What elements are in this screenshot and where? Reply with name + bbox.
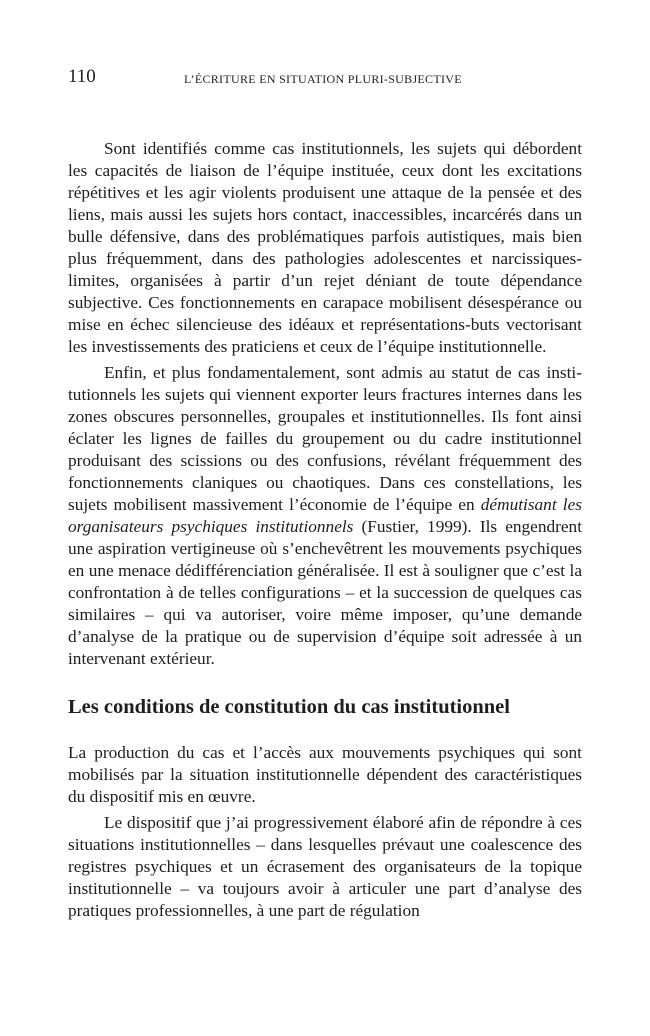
- paragraph-4: Le dispositif que j’ai progressivement élaboré afin de répondre à ces situations institutionnelles – dans lesquelles prévaut une coalescence des registres psychiques et un écrasement des organisateurs de la topique institutionnelle – va toujours avoir à articuler une part d’analyse des pratiques professionnelles, à une part de régulation: [68, 813, 582, 920]
- section-heading: Les conditions de constitution du cas institutionnel: [68, 696, 510, 718]
- paragraph-2-text-end: (Fustier, 1999). Ils engendrent une aspiration vertigineuse où s’enchevêtrent les mouvements psychiques en une menace dédifférenciation généralisée. Il est à souligner que c’est la confrontation à de telles configurations – et la succession de quelques cas similaires – qui va autoriser, voire même imposer, qu’une demande d’analyse de la pratique ou de supervision d’équipe soit adressée à un intervenant extérieur.: [68, 517, 583, 668]
- page-header: [68, 66, 582, 90]
- paragraph-3: La production du cas et l’accès aux mouvements psychiques qui sont mobilisés par la situation institutionnelle dépendent des caractéristiques du dispositif mis en œuvre.: [68, 743, 582, 806]
- paragraph-2: [68, 362, 582, 670]
- paragraph-2-italic-phrase: démutisant les organisateurs psychiques institutionnels: [68, 495, 582, 536]
- paragraph-1: Sont identifiés comme cas institutionnels, les sujets qui débordent les capacités de liaison de l’équipe instituée, ceux dont les excitations répétitives et les agir violents produisent une attaque de la pensée et des liens, mais aussi les sujets hors contact, inaccessibles, incarcérés dans un bulle défensive, dans des problématiques parfois autistiques, mais bien plus fréquemment, dans des pathologies adolescentes et narcissiques-limites, organisées à partir d’un rejet déniant de toute dépendance subjective. Ces fonctionnements en carapace mobilisent désespérance ou mise en échec silencieuse des idéaux et représentations-buts vectorisant les investissements des praticiens et ceux de l’équipe institutionnelle.: [68, 139, 582, 356]
- page-number: 110: [68, 66, 96, 87]
- paragraph-2-text-start: Enfin, et plus fondamentalement, sont admis au statut de cas institutionnels les sujets qui viennent exporter leurs fractures internes dans les zones obscures personnelles, groupales et institutionnelles. Ils font ainsi éclater les lignes de failles du groupement ou du cadre institutionnel produisant des scissions ou des confusions, révélant fréquemment des fonctionnements claniques ou chaotiques. Dans ces constellations, les sujets mobilisent massivement l’économie de l’équipe en: [68, 363, 582, 514]
- running-title: L’ÉCRITURE EN SITUATION PLURI-SUBJECTIVE: [184, 72, 462, 86]
- page-body: [68, 138, 582, 922]
